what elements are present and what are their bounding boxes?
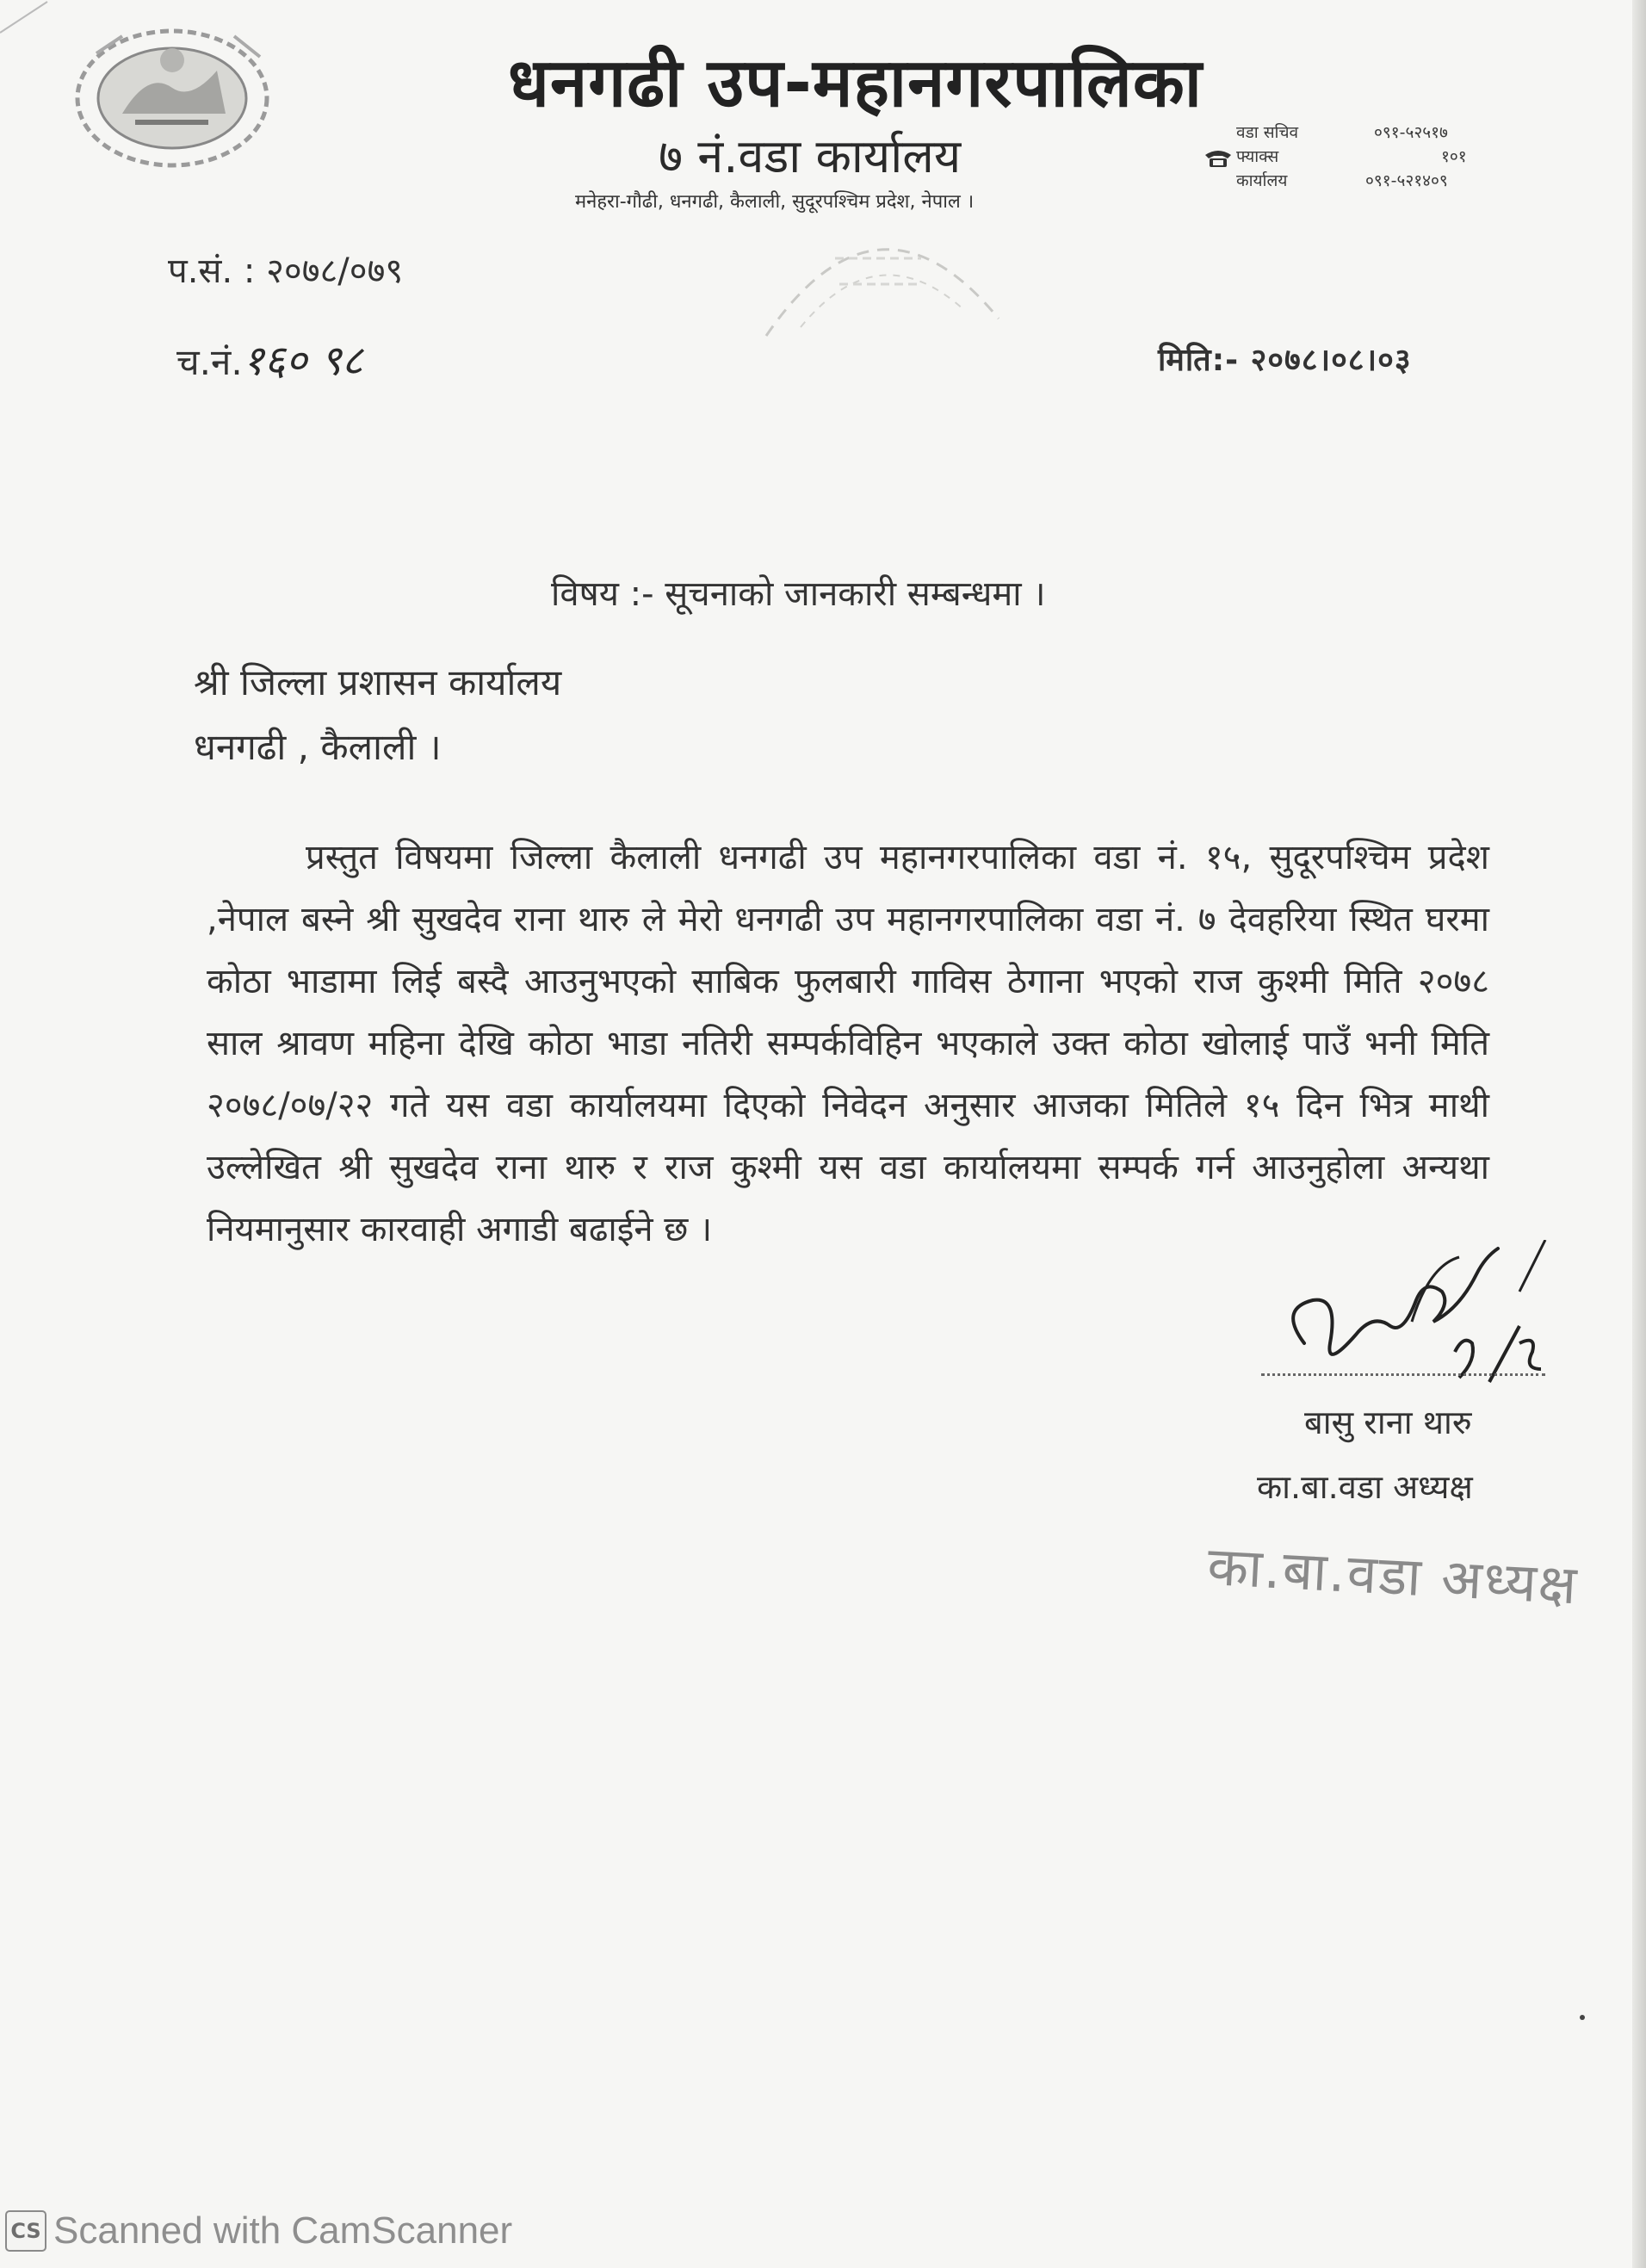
office-stamp-faint: [740, 207, 1024, 344]
contact-block: [1204, 121, 1496, 193]
page-edge: [1632, 0, 1646, 2268]
corner-mark: [0, 0, 52, 34]
recipient-line-1: श्री जिल्ला प्रशासन कार्यालय: [194, 661, 562, 703]
dispatch-number: [176, 332, 363, 387]
letter-date-value: मिति:- २०७८।०८।०३: [1158, 343, 1412, 378]
fiscal-year-ref: प.सं. : २०७८/०७९: [168, 251, 404, 291]
contact-label: कार्यालय: [1236, 171, 1288, 190]
handwritten-signature: [1261, 1240, 1554, 1404]
subject-line: विषय :- सूचनाको जानकारी सम्बन्धमा ।: [551, 574, 1046, 614]
dispatch-number-handwritten: १६० ९८: [242, 337, 363, 385]
contact-row: [1204, 121, 1496, 145]
signatory-title: का.बा.वडा अध्यक्ष: [1257, 1468, 1473, 1506]
scanner-watermark: [0, 2209, 512, 2253]
contact-row: [1204, 169, 1496, 193]
phone-icon: [1204, 146, 1233, 169]
signature-dotted-line: [1261, 1373, 1545, 1376]
signatory-name: बासु राना थारु: [1304, 1404, 1472, 1441]
letter-body: प्रस्तुत विषयमा जिल्ला कैलाली धनगढी उप महानगरपालिका वडा नं. १५, सुदूरपश्चिम प्रदेश ,नेपाल बस्ने श्री सुखदेव राना थारु ले मेरो धनगढी उप महानगरपालिका वडा नं. ७ देवहरिया स्थित घरमा कोठा भाडामा लिई बस्दै आउनुभएको साबिक फुलबारी गाविस ठेगाना भएको राज कुश्मी मिति २०७८ साल श्रावण महिना देखि कोठा भाडा नतिरी सम्पर्कविहिन भएकाले उक्त कोठा खोलाई पाउँ भनी मिति २०७८/०७/२२ गते यस वडा कार्यालयमा दिएको निवेदन अनुसार आजका मितिले १५ दिन भित्र माथी उल्लेखित श्री सुखदेव राना थारु र राज कुश्मी यस वडा कार्यालयमा सम्पर्क गर्न आउनुहोला अन्यथा नियमानुसार कारवाही अगाडी बढाईने छ ।: [207, 838, 1489, 1249]
contact-label: वडा सचिव: [1236, 123, 1299, 142]
office-name: धनगढी उप-महानगरपालिका: [508, 45, 1203, 122]
ward-office-title: ७ नं.वडा कार्यालय: [659, 129, 962, 183]
recipient-line-2: धनगढी , कैलाली ।: [194, 726, 442, 768]
dispatch-label: च.नं.: [176, 341, 243, 383]
contact-value: ०९१-५२१४०९: [1365, 171, 1448, 190]
contact-value: १०१: [1441, 147, 1467, 166]
camscanner-icon: CS: [5, 2210, 46, 2252]
contact-label: फ्याक्स: [1236, 147, 1279, 166]
office-address: मनेहरा-गौढी, धनगढी, कैलाली, सुदूरपश्चिम प्रदेश, नेपाल ।: [575, 191, 975, 213]
contact-value: ०९१-५२५१७: [1374, 123, 1448, 142]
signatory-stamp: का.बा.वडा अध्यक्ष: [1205, 1534, 1581, 1617]
scanner-watermark-text: Scanned with CamScanner: [53, 2209, 513, 2252]
contact-row: [1204, 145, 1496, 169]
government-emblem-icon: [62, 19, 282, 170]
letter-date: [1158, 338, 1412, 380]
speck: [1580, 2015, 1585, 2020]
